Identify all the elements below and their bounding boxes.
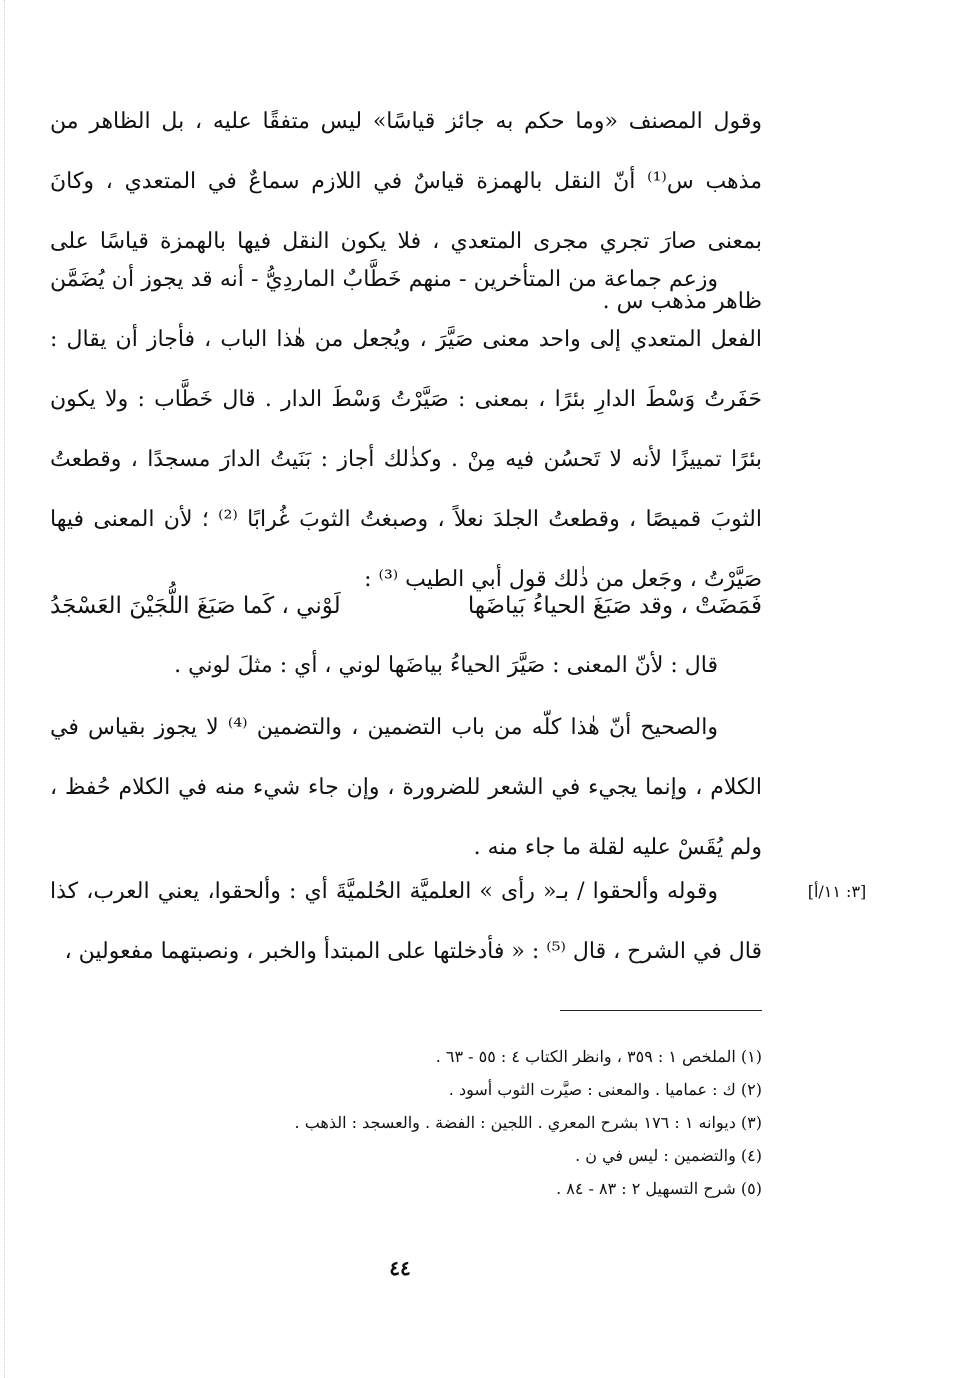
footnotes-list — [150, 1040, 762, 1205]
footnote-2: (٢) ك : عماميا . والمعنى : صيَّرت الثوب أسود . — [448, 1080, 762, 1099]
manuscript-folio-reference: [٣: ١١/أ] — [807, 882, 867, 901]
page-number: ٤٤ — [389, 1256, 411, 1280]
footnote-5: (٥) شرح التسهيل ٢ : ٨٣ - ٨٤ . — [556, 1179, 762, 1198]
verse-second-hemistich: لَوْني ، كَما صَبَغَ اللُّجَيْنَ العَسْجَدُ — [50, 593, 341, 619]
footnote-separator — [560, 1010, 762, 1011]
footnote-3: (٣) ديوانه ١ : ١٧٦ بشرح المعري . اللجين : الفضة . والعسجد : الذهب . — [294, 1113, 762, 1132]
paragraph-4: والصحيح أنّ هٰذا كلّه من باب التضمين ، والتضمين ⁽⁴⁾ لا يجوز بقياس في الكلام ، وإنما يجيء في الشعر للضرورة ، وإن جاء شيء منه في الكلام حُفظ ، ولم يُقَسْ عليه لقلة ما جاء منه . — [50, 715, 762, 860]
verse-first-hemistich: فَمَضَتْ ، وقد صَبَغَ الحياءُ بَياضَها — [467, 593, 762, 619]
paragraph-3: قال : لأنّ المعنى : صَيَّرَ الحياءُ بياضَها لوني ، أي : مثلَ لوني . — [174, 653, 718, 678]
footnote-4: (٤) والتضمين : ليس في ن . — [575, 1146, 762, 1165]
scan-edge — [4, 0, 5, 1378]
paragraph-1: وقول المصنف «وما حكم به جائز قياسًا» ليس متفقًا عليه ، بل الظاهر من مذهب س⁽¹⁾ أنّ النقل بالهمزة قياسٌ في اللازم سماعٌ في المتعدي ، وكانَ بمعنى صارَ تجري مجرى المتعدي ، فلا يكون النقل فيها بالهمزة قياسًا على ظاهر مذهب س . — [50, 109, 762, 314]
footnote-1: (١) الملخص ١ : ٣٥٩ ، وانظر الكتاب ٤ : ٥٥ - ٦٣ . — [435, 1047, 762, 1066]
paragraph-5: وقوله وألحقوا / بـ« رأى » العلميَّة الحُلميَّةَ أي : وألحقوا، يعني العرب، كذا قال في الشرح ، قال ⁽⁵⁾ : « فأدخلتها على المبتدأ والخبر ، ونصبتهما مفعولين ، — [50, 879, 762, 964]
paragraph-2: وزعم جماعة من المتأخرين - منهم خَطَّابٌ الماردِيُّ - أنه قد يجوز أن يُضَمَّن الفعل المتعدي إلى واحد معنى صَيَّرَ ، ويُجعل من هٰذا الباب ، فأجاز أن يقال : حَفَرتُ وَسْطَ الدارِ بئرًا ، بمعنى : صَيَّرْتُ وَسْطَ الدار . قال خَطَّاب : ولا يكون بئرًا تمييزًا لأنه لا تَحسُن فيه مِنْ . وكذٰلك أجاز : بَنَيتُ الدارَ مسجدًا ، وقطعتُ الثوبَ قميصًا ، وقطعتُ الجلدَ نعلاً ، وصبغتُ الثوبَ غُرابًا ⁽²⁾ ؛ لأن المعنى فيها صَيَّرْتُ ، وجَعل من ذٰلك قول أبي الطيب ⁽³⁾ : — [50, 267, 763, 592]
poetry-verse — [50, 578, 762, 634]
